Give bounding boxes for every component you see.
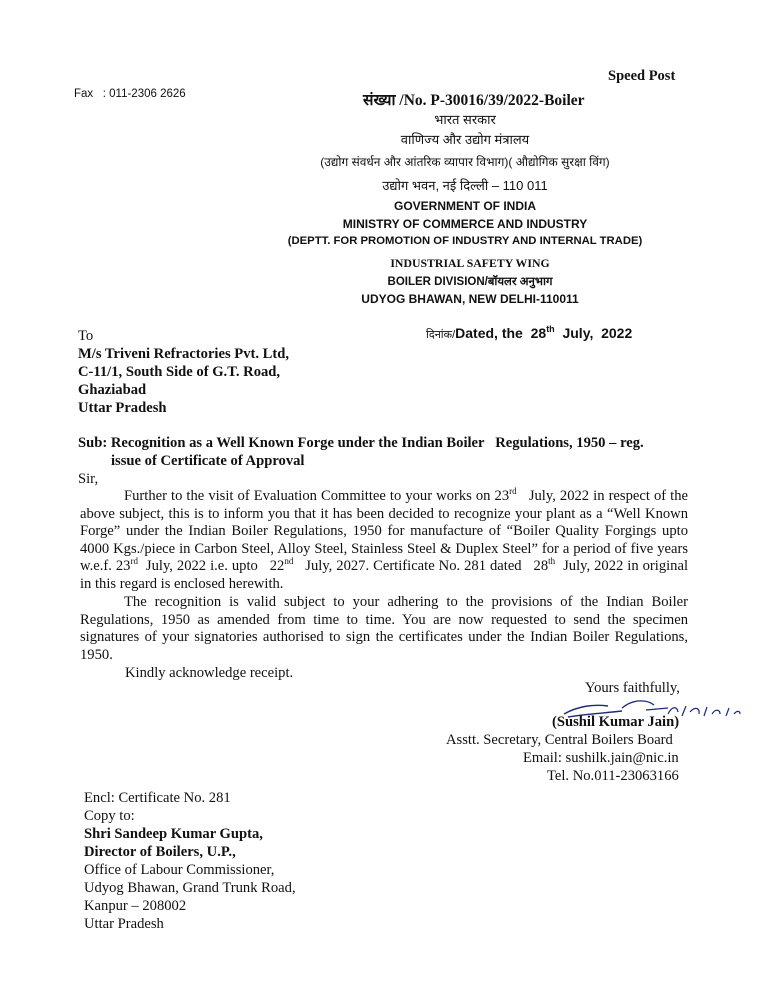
- office-address: UDYOG BHAWAN, NEW DELHI-110011: [361, 292, 579, 306]
- p1-text-a: Further to the visit of Evaluation Committee to your works on 23: [124, 488, 510, 504]
- p1-text-b: July, 2022 in respect of the above subject, this is to inform you that it has been decided to recognize your plant as a “Well Known Forge” under the Indian Boiler Regulations, 1950 for manufacture of “Boiler Quality Forgings upto 4000 Kgs./piece in Carbon Steel, Alloy Steel, Stainless Steel & Duplex Steel” for a period of five years w.e.f. 23: [80, 488, 692, 575]
- cc-address: Udyog Bhawan, Grand Trunk Road,: [84, 880, 296, 896]
- recipient-state: Uttar Pradesh: [78, 400, 167, 416]
- hindi-government: भारत सरकार: [434, 112, 496, 127]
- recipient-address-1: C-11/1, South Side of G.T. Road,: [78, 364, 281, 380]
- speed-post-label: Speed Post: [608, 68, 676, 84]
- body-paragraph-2: [80, 594, 688, 664]
- reference-number: संख्या /No. P-30016/39/2022-Boiler: [363, 92, 585, 109]
- government-of-india: GOVERNMENT OF INDIA: [393, 199, 536, 213]
- enclosure-line: Encl: Certificate No. 281: [84, 790, 231, 806]
- p1-sup-4: th: [548, 556, 556, 567]
- cc-office: Office of Labour Commissioner,: [84, 862, 275, 878]
- date-text: Dated, the 28: [455, 325, 547, 341]
- copy-to-label: Copy to:: [84, 808, 135, 824]
- ministry-name: MINISTRY OF COMMERCE AND INDUSTRY: [342, 217, 588, 231]
- acknowledge-line: Kindly acknowledge receipt.: [125, 665, 294, 681]
- date-line: [418, 307, 632, 343]
- cc-state: Uttar Pradesh: [84, 916, 164, 932]
- hindi-address: उद्योग भवन, नई दिल्ली – 110 011: [382, 178, 548, 193]
- signatory-email: Email: sushilk.jain@nic.in: [523, 750, 679, 766]
- department-name: (DEPTT. FOR PROMOTION OF INDUSTRY AND INTERNAL TRADE): [287, 235, 643, 247]
- salutation: Sir,: [78, 471, 99, 487]
- signatory-designation: Asstt. Secretary, Central Boilers Board: [446, 732, 673, 748]
- p1-sup-3: nd: [284, 556, 294, 567]
- cc-name: Shri Sandeep Kumar Gupta,: [84, 826, 263, 842]
- closing-line: Yours faithfully,: [585, 680, 680, 696]
- p2-text: The recognition is valid subject to your adhering to the provisions of the Indian Boiler Regulations, 1950 as amended from time to time. You are now requested to send the specimen signatures of your signatories authorised to sign the certificates under the Indian Boiler Regulations, 1950.: [80, 594, 688, 663]
- p1-sup-2: rd: [130, 556, 138, 567]
- date-superscript: th: [546, 324, 555, 334]
- recipient-name: M/s Triveni Refractories Pvt. Ltd,: [78, 346, 290, 362]
- wing-name: INDUSTRIAL SAFETY WING: [390, 256, 550, 270]
- p1-text-e: July, 2022 in original in this regard is enclosed herewith.: [80, 558, 692, 592]
- body-paragraph-1: [80, 486, 692, 594]
- p1-text-d: July, 2027. Certificate No. 281 dated 28: [293, 558, 549, 575]
- hindi-department: (उद्योग संवर्धन और आंतरिक व्यापार विभाग)( औद्योगिक सुरक्षा विंग): [320, 155, 610, 169]
- hindi-ministry: वाणिज्य और उद्योग मंत्रालय: [400, 132, 530, 147]
- signatory-phone: Tel. No.011-23063166: [547, 768, 679, 784]
- subject-line-1: Sub: Recognition as a Well Known Forge under the Indian Boiler Regulations, 1950 – reg.: [78, 435, 644, 451]
- cc-city: Kanpur – 208002: [84, 898, 187, 914]
- date-hindi-label: दिनांक/: [426, 329, 456, 341]
- subject-line-2: issue of Certificate of Approval: [111, 453, 305, 469]
- to-label: To: [78, 328, 94, 344]
- signatory-name: (Sushil Kumar Jain): [552, 714, 680, 730]
- date-month-year: July, 2022: [554, 325, 633, 341]
- cc-designation: Director of Boilers, U.P.,: [84, 844, 236, 860]
- p1-text-c: July, 2022 i.e. upto 22: [137, 558, 285, 575]
- fax-number: Fax : 011-2306 2626: [74, 88, 186, 100]
- division-name: BOILER DIVISION/बॉयलर अनुभाग: [387, 276, 553, 288]
- p1-sup-1: rd: [509, 486, 517, 496]
- recipient-city: Ghaziabad: [78, 382, 147, 398]
